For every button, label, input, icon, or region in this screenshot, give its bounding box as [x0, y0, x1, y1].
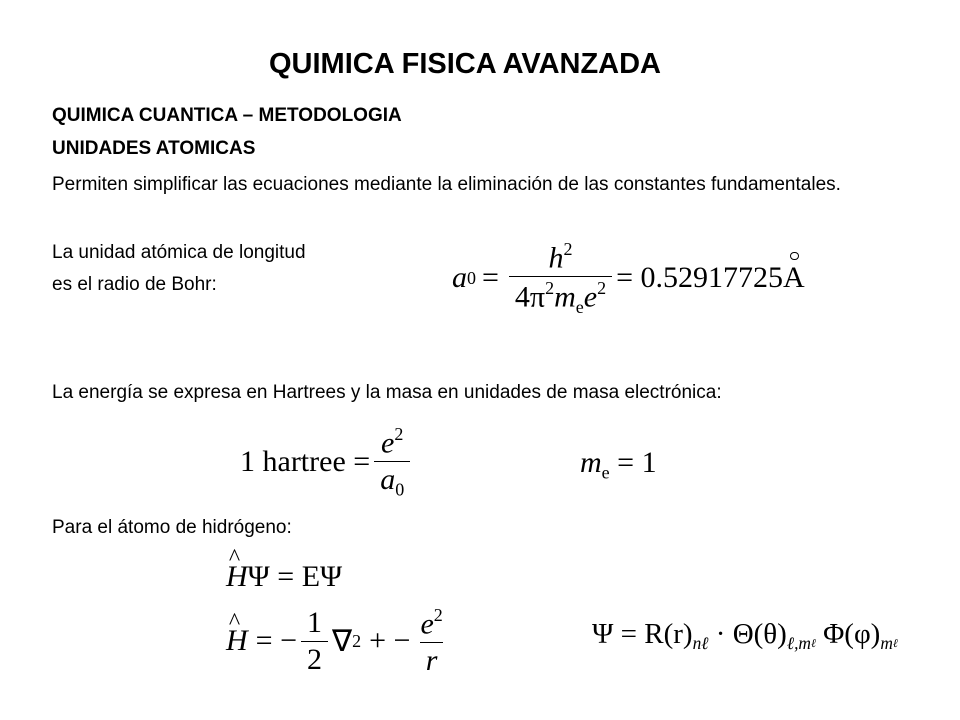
- h-symbol: h: [548, 241, 564, 275]
- slide-title: QUIMICA FISICA AVANZADA: [268, 48, 661, 80]
- section-heading: UNIDADES ATOMICAS: [52, 138, 256, 159]
- e-exponent: 2: [394, 424, 404, 444]
- angstrom-unit: A: [783, 261, 805, 295]
- nabla-exponent: 2: [352, 630, 362, 651]
- plus-minus: + −: [369, 624, 411, 658]
- hartree-fraction: [374, 425, 410, 499]
- a-subscript: 0: [467, 267, 476, 288]
- equals-minus: = −: [255, 624, 298, 658]
- phi-sub-subscript: ℓ: [892, 637, 898, 651]
- four-pi: 4π: [514, 280, 546, 314]
- phi-part: Φ(φ): [823, 618, 881, 650]
- mass-equation: [580, 446, 657, 483]
- nabla-symbol: ∇: [332, 624, 353, 658]
- mass-value: = 1: [617, 446, 657, 479]
- a-symbol: a: [380, 463, 396, 497]
- length-text-line1: La unidad atómica de longitud: [52, 242, 306, 263]
- hamiltonian-operator: ^ H: [226, 624, 248, 658]
- hamiltonian-operator: ^ H: [226, 560, 248, 594]
- numerator-one: 1: [307, 606, 323, 640]
- hydrogen-text: Para el átomo de hidrógeno:: [52, 517, 292, 538]
- radial-subscript: nℓ: [692, 633, 709, 654]
- bohr-radius-equation: a 0 = $\frac{h^2}{4\pi^2m_ee^2}$ = 0.52917725 A: [452, 239, 805, 317]
- a-subscript: 0: [395, 479, 405, 500]
- e-symbol: e: [420, 607, 434, 641]
- hartree-label: 1 hartree =: [240, 445, 371, 479]
- m-symbol: m: [580, 446, 602, 479]
- a-symbol: a: [452, 261, 467, 295]
- hartree-equation: [240, 425, 414, 499]
- bohr-value: = 0.52917725: [616, 261, 783, 295]
- h-exponent: 2: [563, 239, 573, 259]
- hamiltonian-equation: [226, 606, 453, 677]
- intro-paragraph: Permiten simplificar las ecuaciones mediante la eliminación de las constantes fundamentales.: [52, 174, 841, 195]
- half-fraction: [301, 607, 328, 675]
- schrodinger-rhs: Ψ = EΨ: [247, 560, 343, 593]
- e-symbol: e: [583, 280, 598, 314]
- energy-text: La energía se expresa en Hartrees y la masa en unidades de masa electrónica:: [52, 382, 722, 403]
- r-symbol: r: [420, 642, 444, 677]
- m-subscript: e: [575, 296, 584, 317]
- wavefunction-equation: [592, 618, 898, 654]
- e-exponent: 2: [597, 278, 607, 299]
- e-symbol: e: [381, 426, 395, 460]
- denominator-two: 2: [301, 641, 328, 676]
- radial-part: Ψ = R(r): [592, 618, 693, 650]
- bohr-fraction: [509, 240, 612, 317]
- length-text-line2: es el radio de Bohr:: [52, 274, 217, 295]
- pi-exponent: 2: [545, 278, 555, 299]
- m-symbol: m: [554, 280, 576, 314]
- theta-subscript: ℓ,m: [786, 633, 811, 654]
- coulomb-fraction: [414, 606, 448, 677]
- m-subscript: e: [601, 462, 610, 483]
- theta-sub-subscript: ℓ: [811, 637, 816, 651]
- theta-part: · Θ(θ): [715, 618, 787, 650]
- e-exponent: 2: [433, 605, 443, 625]
- subtitle: QUIMICA CUANTICA – METODOLOGIA: [52, 105, 402, 126]
- phi-subscript: m: [880, 633, 893, 654]
- schrodinger-equation: [226, 560, 342, 594]
